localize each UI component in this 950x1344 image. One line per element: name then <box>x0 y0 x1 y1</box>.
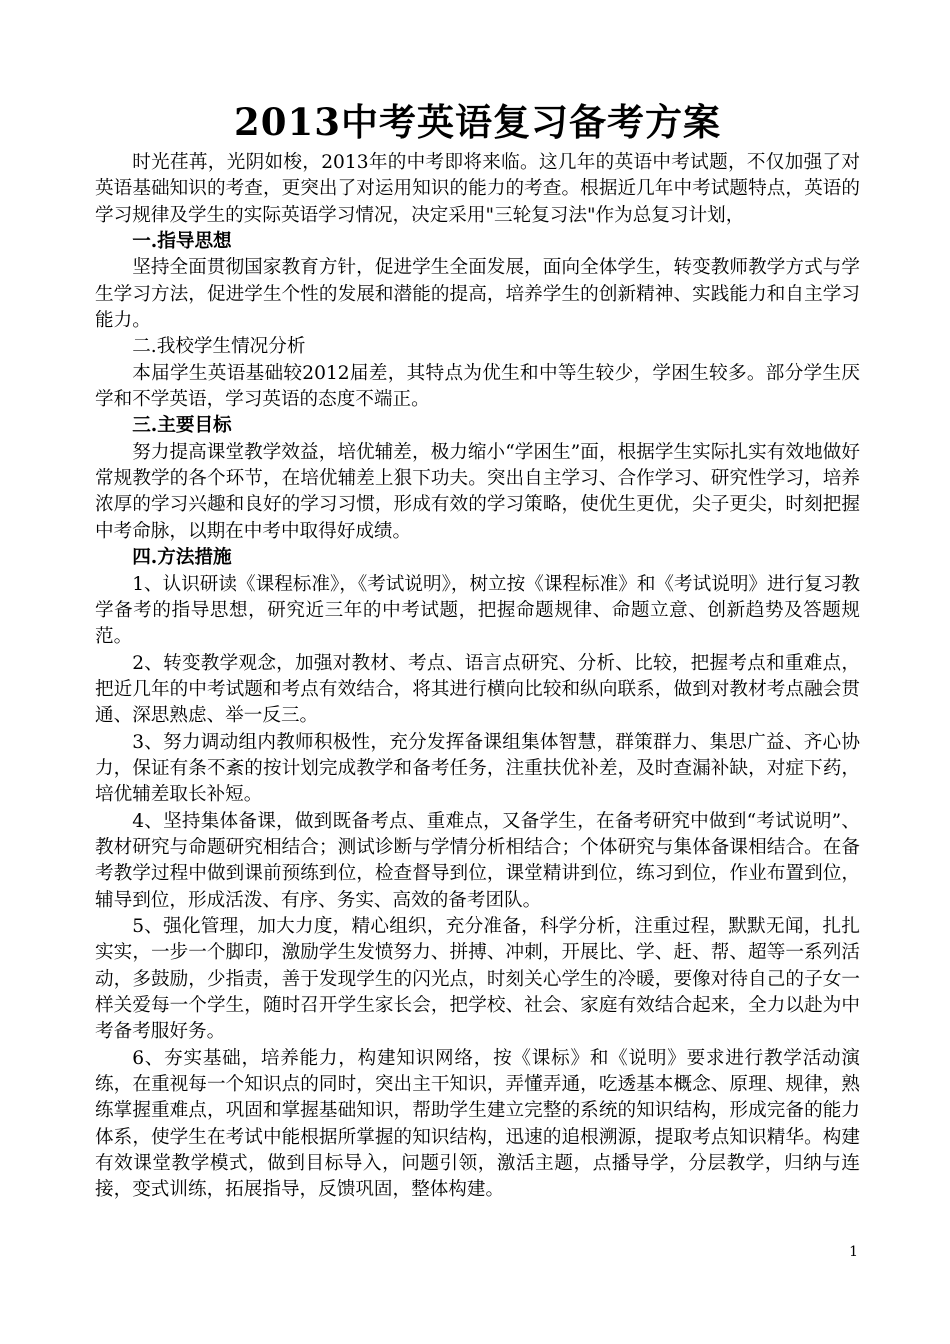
method-item-5: 5、强化管理，加大力度，精心组织，充分准备，科学分析，注重过程，默默无闻，扎扎实实，一步一个脚印，激励学生发愤努力、拼搏、冲刺，开展比、学、赶、帮、超等一系列活动，多鼓励，少指责，善于发现学生的闪光点，时刻关心学生的冷暖，要像对待自己的子女一样关爱每一个学生，随时召开学生家长会，把学校、社会、家庭有效结合起来，全力以赴为中考备考服好务。 <box>95 915 860 1043</box>
section-heading-methods: 四.方法措施 <box>132 547 232 569</box>
section-heading-main-goals: 三.主要目标 <box>132 415 232 437</box>
document-body <box>95 150 860 1204</box>
section-text-main-goals: 努力提高课堂教学效益，培优辅差，极力缩小“学困生”面，根据学生实际扎实有效地做好常规教学的各个环节，在培优辅差上狠下功夫。突出自主学习、合作学习、研究性学习，培养浓厚的学习兴趣和良好的学习习惯，形成有效的学习策略，使优生更优，尖子更尖，时刻把握中考命脉，以期在中考中取得好成绩。 <box>95 441 860 542</box>
section-heading-student-analysis: 二.我校学生情况分析 <box>132 336 306 358</box>
document-title: 2013中考英语复习备考方案 <box>234 100 721 144</box>
section-text-student-analysis: 本届学生英语基础较2012届差，其特点为优生和中等生较少，学困生较多。部分学生厌学和不学英语，学习英语的态度不端正。 <box>95 362 860 411</box>
section-heading-guiding-ideology: 一.指导思想 <box>132 231 232 253</box>
method-item-6: 6、夯实基础，培养能力，构建知识网络，按《课标》和《说明》要求进行教学活动演练，在重视每一个知识点的同时，突出主干知识，弄懂弄通，吃透基本概念、原理、规律，熟练掌握重难点，巩固和掌握基础知识，帮助学生建立完整的系统的知识结构，形成完备的能力体系，使学生在考试中能根据所掌握的知识结构，迅速的追根溯源，提取考点知识精华。构建有效课堂教学模式，做到目标导入，问题引领，激活主题，点播导学，分层教学，归纳与连接，变式训练，拓展指导，反馈巩固，整体构建。 <box>95 1047 860 1201</box>
method-item-1: 1、认识研读《课程标准》，《考试说明》，树立按《课程标准》和《考试说明》进行复习教学备考的指导思想，研究近三年的中考试题，把握命题规律、命题立意、创新趋势及答题规范。 <box>95 573 860 648</box>
page-number: 1 <box>849 1244 858 1260</box>
intro-paragraph: 时光荏苒，光阴如梭，2013年的中考即将来临。这几年的英语中考试题，不仅加强了对英语基础知识的考查，更突出了对运用知识的能力的考查。根据近几年中考试题特点，英语的学习规律及学生的实际英语学习情况，决定采用"三轮复习法"作为总复习计划， <box>95 152 860 226</box>
method-item-4: 4、坚持集体备课，做到既备考点、重难点，又备学生，在备考研究中做到“考试说明”、教材研究与命题研究相结合；测试诊断与学情分析相结合；个体研究与集体备课相结合。在备考教学过程中做到课前预练到位，检查督导到位，课堂精讲到位，练习到位，作业布置到位，辅导到位，形成活泼、有序、务实、高效的备考团队。 <box>95 810 860 911</box>
method-item-2: 2、转变教学观念，加强对教材、考点、语言点研究、分析、比较，把握考点和重难点，把近几年的中考试题和考点有效结合，将其进行横向比较和纵向联系，做到对教材考点融会贯通、深思熟虑、举一反三。 <box>95 652 860 727</box>
section-text-guiding-ideology: 坚持全面贯彻国家教育方针，促进学生全面发展，面向全体学生，转变教师教学方式与学生学习方法，促进学生个性的发展和潜能的提高，培养学生的创新精神、实践能力和自主学习能力。 <box>95 257 860 332</box>
method-item-3: 3、努力调动组内教师积极性，充分发挥备课组集体智慧，群策群力、集思广益、齐心协力，保证有条不紊的按计划完成教学和备考任务，注重扶优补差，及时查漏补缺，对症下药，培优辅差取长补短。 <box>95 731 860 806</box>
